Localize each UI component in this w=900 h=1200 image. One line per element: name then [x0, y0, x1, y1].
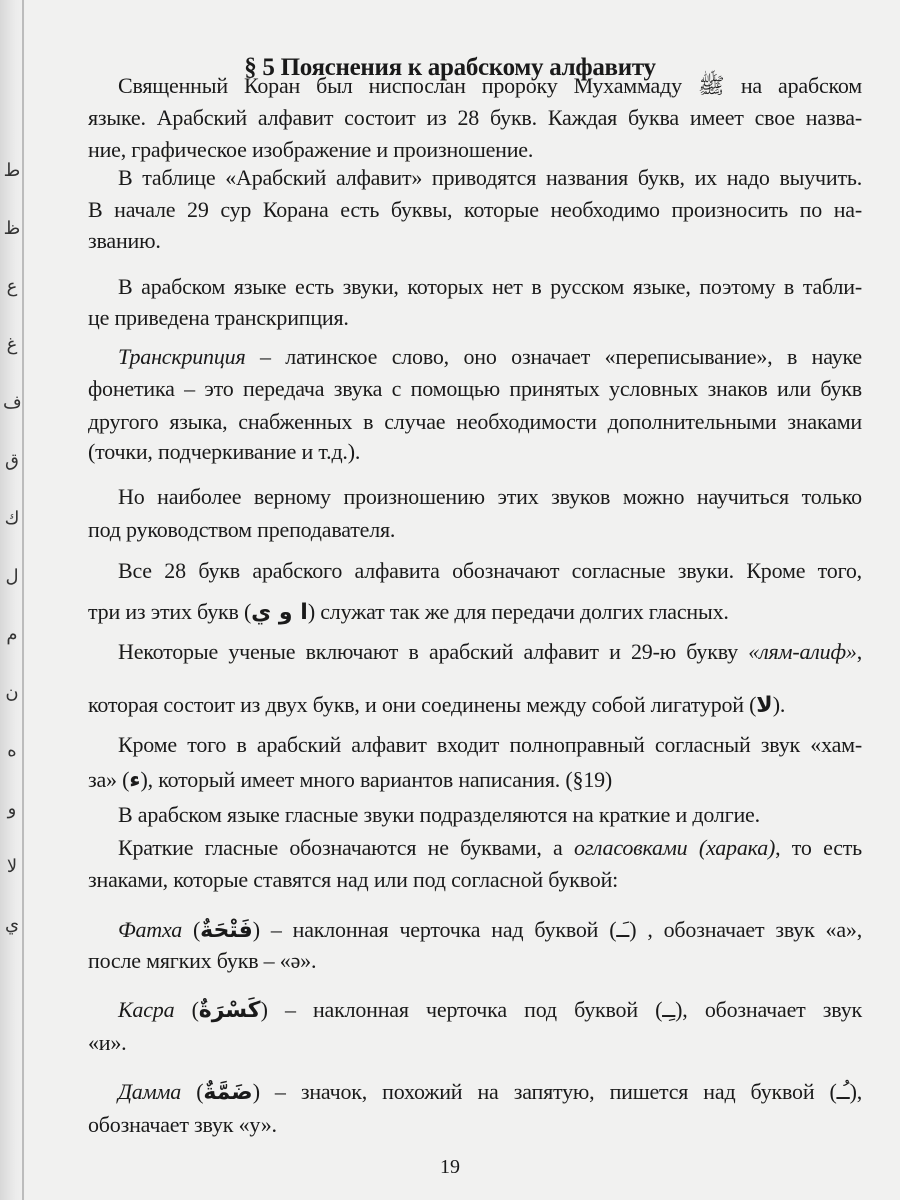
text-line [118, 342, 862, 372]
edge-letter: و [7, 798, 17, 818]
line-text: це приведена транскрипция. [88, 305, 349, 330]
text-line [118, 995, 862, 1026]
line-text: ) служат так же для передачи долгих гласных. [307, 599, 729, 624]
text-line [118, 71, 862, 101]
line-text: ние, графическое изображение и произношение. [88, 137, 534, 162]
line-text: (точки, подчеркивание и т.д.). [88, 439, 361, 464]
line-text: В арабском языке гласные звуки подразделяются на краткие и долгие. [118, 802, 760, 827]
text-line [118, 272, 862, 302]
line-text: которая состоит из двух букв, и они соединены между собой лигатурой ( [88, 692, 757, 717]
arabic-word: ا و ي [251, 600, 308, 625]
line-text: Некоторые ученые включают в арабский алфавит и 29-ю букву [118, 639, 749, 664]
line-text: , [856, 639, 862, 664]
page-number: 19 [440, 1156, 460, 1178]
edge-letter: م [6, 624, 18, 644]
text-line [88, 690, 862, 721]
text-line [118, 800, 862, 830]
line-text: званию. [88, 228, 161, 253]
arabic-word: ء [129, 768, 141, 793]
edge-letter: ط [3, 160, 21, 180]
text-line [88, 597, 862, 628]
edge-letter: غ [6, 334, 18, 354]
edge-letter: ه [7, 740, 17, 760]
line-text: В арабском языке есть звуки, которых нет в русском языке, поэтому в табли- [118, 274, 862, 299]
line-text: Но наиболее верному произношению этих звуков можно научиться только [118, 484, 862, 509]
italic-term: огласовками (харака) [573, 835, 776, 860]
line-text: , то есть [775, 835, 863, 860]
arabic-word: كَسْرَةٌ [198, 998, 261, 1023]
edge-letter: ق [5, 450, 19, 470]
line-text: языке. Арабский алфавит состоит из 28 букв. Каждая буква имеет свое назва- [88, 105, 862, 130]
arabic-word: ضَمَّةٌ [203, 1080, 253, 1105]
text-line [118, 637, 862, 667]
line-text: фонетика – это передача звука с помощью принятых условных знаков или букв [88, 376, 862, 401]
line-text: ( [182, 917, 201, 942]
italic-term: Фатха [118, 917, 183, 942]
line-text: ) – наклонная черточка под буквой (ـِـ), обозначает звук [260, 997, 863, 1022]
line-text: ). [772, 692, 786, 717]
line-text: ) – наклонная черточка над буквой (ـَـ) , обозначает звук «а», [252, 917, 862, 942]
text-line [88, 303, 862, 333]
line-text: – латинское слово, оно означает «переписывание», в науке [245, 344, 862, 369]
line-text: ) – значок, похожий на запятую, пишется над буквой (ـُـ), [252, 1079, 862, 1104]
edge-letter: ن [5, 682, 19, 702]
line-text: другого языка, снабженных в случае необходимости дополнительными знаками [88, 409, 862, 434]
section-title: § 5 Пояснения к арабскому алфавиту [244, 54, 656, 81]
text-line [88, 226, 862, 256]
text-line [118, 482, 862, 512]
line-text: ), который имеет много вариантов написания. (§19) [140, 767, 613, 792]
text-line [88, 1028, 862, 1058]
edge-letter: لا [6, 856, 18, 876]
line-text: знаками, которые ставятся над или под согласной буквой: [88, 867, 619, 892]
line-text: В таблице «Арабский алфавит» приводятся названия букв, их надо выучить. [118, 165, 862, 190]
text-line [88, 765, 862, 796]
italic-term: Дамма [118, 1079, 182, 1104]
text-line [88, 865, 862, 895]
text-line [118, 556, 862, 586]
line-text: ( [174, 997, 199, 1022]
text-line [118, 915, 862, 946]
edge-letter: ظ [3, 218, 21, 238]
line-text: Все 28 букв арабского алфавита обозначают согласные звуки. Кроме того, [118, 558, 862, 583]
edge-letter: ل [5, 566, 19, 586]
line-text: «и». [88, 1030, 127, 1055]
arabic-word: فَتْحَةٌ [200, 918, 253, 943]
line-text: обозначает звук «у». [88, 1112, 277, 1137]
line-text: под руководством преподавателя. [88, 517, 396, 542]
text-line [88, 374, 862, 404]
line-text: Кроме того в арабский алфавит входит полноправный согласный звук «хам- [118, 732, 862, 757]
line-text: Краткие гласные обозначаются не буквами, а [118, 835, 574, 860]
text-line [88, 946, 862, 976]
line-text: В начале 29 сур Корана есть буквы, которые необходимо произносить по на- [88, 197, 862, 222]
text-line [118, 730, 862, 760]
line-text: ( [181, 1079, 204, 1104]
edge-letter: ف [3, 392, 22, 412]
text-line [118, 163, 862, 193]
text-line [118, 833, 862, 863]
text-line [88, 103, 862, 133]
page-fold-line [22, 0, 24, 1200]
line-text: три из этих букв ( [88, 599, 252, 624]
edge-letter: ي [4, 914, 20, 934]
line-text: за» ( [88, 767, 130, 792]
arabic-word: لا [756, 693, 773, 718]
edge-letter: ع [6, 276, 18, 296]
text-line [88, 135, 862, 165]
text-line [88, 515, 862, 545]
edge-letter: ك [4, 508, 20, 528]
italic-term: Транскрипция [118, 344, 246, 369]
line-text: Священный Коран был ниспослан пророку Мухаммаду ﷺ на арабском [118, 73, 862, 98]
text-line [88, 437, 862, 467]
text-line [118, 1077, 862, 1108]
text-line [88, 195, 862, 225]
italic-term: Касра [118, 997, 175, 1022]
text-line [88, 1110, 862, 1140]
text-line [88, 407, 862, 437]
italic-term: «лям-алиф» [748, 639, 857, 664]
line-text: после мягких букв – «ә». [88, 948, 317, 973]
